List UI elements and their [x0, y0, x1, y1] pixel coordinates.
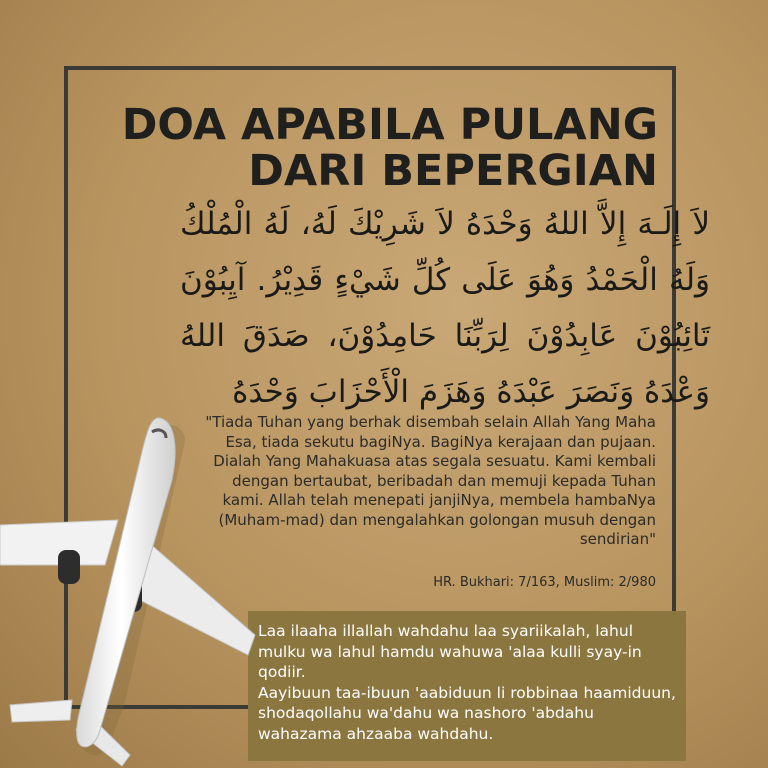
transliteration-line-1: Laa ilaaha illallah wahdahu laa syariikalah, lahul mulku wa lahul hamdu wahuwa 'alaa kulli syay-in qodiir. [258, 622, 642, 681]
transliteration-line-2: Aayibuun taa-ibuun 'aabiduun li robbinaa haamiduun, shodaqollahu wa'dahu wa nashoro 'abdahu wahazama ahzaaba wahdahu. [258, 683, 676, 743]
title-line-1: DOA APABILA PULANG [121, 100, 658, 150]
translation-text: "Tiada Tuhan yang berhak disembah selain Allah Yang Maha Esa, tiada sekutu bagiNya. BagiNya kerajaan dan pujaan. Dialah Yang Mahakuasa atas segala sesuatu. Kami kembali dengan bertaubat, beribadah dan memuji kepada Tuhan kami. Allah telah menepati janjiNya, membela hambaNya (Muham-mad) dan mengalahkan golongan musuh dengan sendirian" [205, 413, 656, 548]
title-line-2: DARI BEPERGIAN [248, 146, 658, 196]
hadith-source: HR. Bukhari: 7/163, Muslim: 2/980 [433, 575, 656, 590]
airplane-icon [0, 400, 260, 768]
page-title [122, 102, 658, 194]
transliteration-box [248, 611, 686, 761]
arabic-prayer-text: لاَ إِلَـهَ إِلاَّ اللهُ وَحْدَهُ لاَ شَرِيْكَ لَهُ، لَهُ الْمُلْكُ وَلَهُ الْحَمْدُ وَهُوَ عَلَى كُلِّ شَيْءٍ قَدِيْرُ. آيِبُوْنَ تَائِبُوْنَ عَابِدُوْنَ لِرَبِّنَا حَامِدُوْنَ، صَدَقَ اللهُ وَعْدَهُ وَنَصَرَ عَبْدَهُ وَهَزَمَ الْأَحْزَابَ وَحْدَهُ [180, 206, 710, 410]
